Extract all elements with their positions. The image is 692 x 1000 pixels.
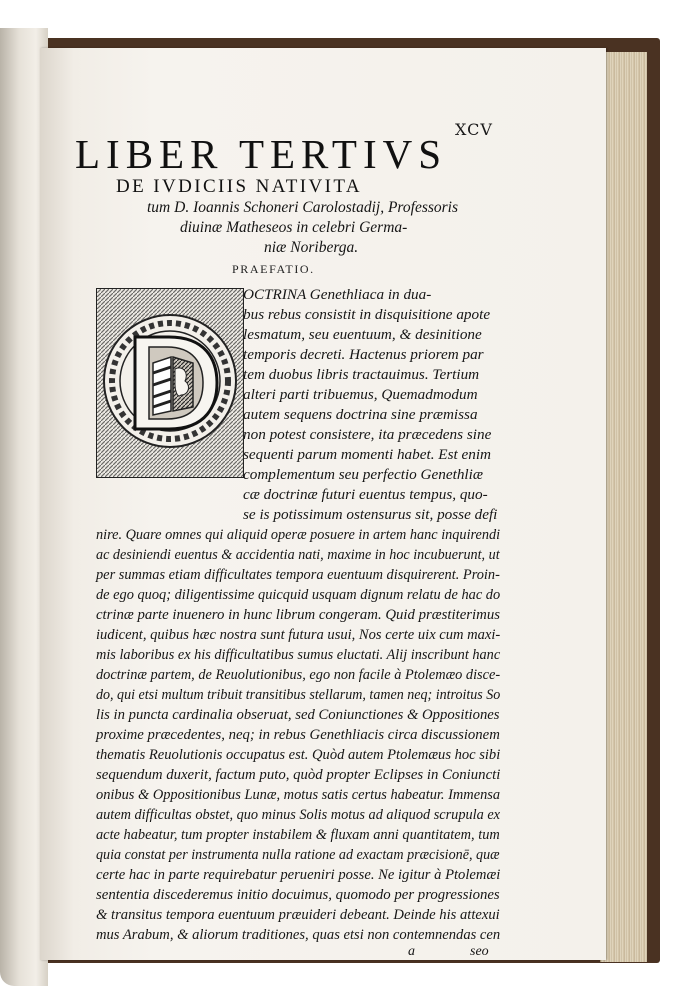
text-line: mus Arabum, & aliorum traditiones, quas etsi non contemnendas cen [96,926,501,943]
book-subtitle: DE IVDICIIS NATIVITA [116,176,362,197]
text-line: temporis decreti. Hactenus priorem par [243,346,484,363]
text-line: lis in puncta cardinalia obseruat, sed Coniunctiones & Oppositiones [96,706,500,723]
text-line: iudicent, quibus hæc nostra sunt futura usui, Nos certe uix cum maxi- [96,626,501,643]
text-line: de ego quoq; diligentissime quicquid usquam dignum relatu de hac do [96,586,501,603]
text-line: tem duobus libris tractauimus. Tertium [243,366,480,383]
text-line: bus rebus consistit in disquisitione apote [243,306,491,323]
woodcut-initial-illustration [97,289,243,477]
text-line: acte habeatur, tum propter instabilem & fluxam anni quantitatem, tum [96,826,500,843]
text-line: sententia discederemus initio docuimus, quomodo per progressiones [96,886,500,903]
text-line: mis laboribus ex his difficultatibus sumus eluctati. Alij inscribunt hanc [96,646,501,663]
text-line: proxime præcedentes, neq; in rebus Genethliacis circa discussionem [96,726,500,743]
text-line: lesmatum, seu euentuum, & desinitione [243,326,482,343]
text-line: non potest consistere, ita præcedens sine [243,426,492,443]
section-heading: PRAEFATIO. [232,262,315,276]
text-line: thematis Reuolutionis occupatus est. Quòd autem Ptolemæus hoc sibi [96,746,501,763]
page-edges [600,52,647,962]
text-line: nire. Quare omnes qui aliquid operæ posuere in artem hanc inquirendi [96,526,501,543]
text-line: autem difficultas obstet, quo minus Solis motus ad aliquod scrupula ex [96,806,501,823]
book-title: LIBER TERTIVS [75,131,448,177]
text-line: per summas etiam difficultates tempora euentuum disquirerent. Proin- [96,566,500,583]
author-line: diuinæ Matheseos in celebri Germa- [180,219,408,236]
text-line: doctrinæ partem, de Reuolutionibus, ego non facile à Ptolemæo disce- [96,666,501,683]
text-line: ac desiniendi euentus & accidentia nati, maxime in hoc incubuerunt, ut [96,546,500,563]
text-line: autem sequens doctrina sine præmissa [243,406,478,423]
author-line: tum D. Ioannis Schoneri Carolostadij, Professoris [147,199,459,216]
signature-mark: a [408,944,415,959]
text-line: sequendum duxerit, factum puto, quòd propter Eclipses in Coniuncti [96,766,501,783]
text-line: onibus & Oppositionibus Lunæ, motus satis certus habeatur. Immensa [96,786,501,803]
author-line: niæ Noriberga. [264,239,359,256]
text-line: complementum seu perfectio Genethliæ [243,466,483,483]
text-line: do, qui etsi multum tribuit transitibus stellarum, tamen neq; introitus So [96,686,501,703]
text-line: & transitus tempora euentuum præuideri debeant. Deinde his attexui [96,906,500,923]
text-line: sequenti parum momenti habet. Est enim [243,446,492,463]
decorated-initial [96,288,244,478]
text-line: certe hac in parte requirebatur perueniri posse. Ne igitur à Ptolemæi [96,866,501,883]
folio-number: XCV [455,120,493,139]
text-line: alteri parti tribuemus, Quemadmodum [243,386,478,403]
text-line: ctrinæ parte inuenero in hunc librum congeram. Quid præstiterimus [96,606,500,623]
text-line: OCTRINA Genethliaca in dua- [243,286,432,303]
text-line: se is potissimum ostensurus sit, posse defi [243,506,498,523]
text-line: cæ doctrinæ futuri euentus tempus, quo- [243,486,488,503]
catchword: seo [470,944,489,959]
text-line: quia constat per instrumenta nulla ratione ad exactam præcisionē, quæ [96,846,500,863]
